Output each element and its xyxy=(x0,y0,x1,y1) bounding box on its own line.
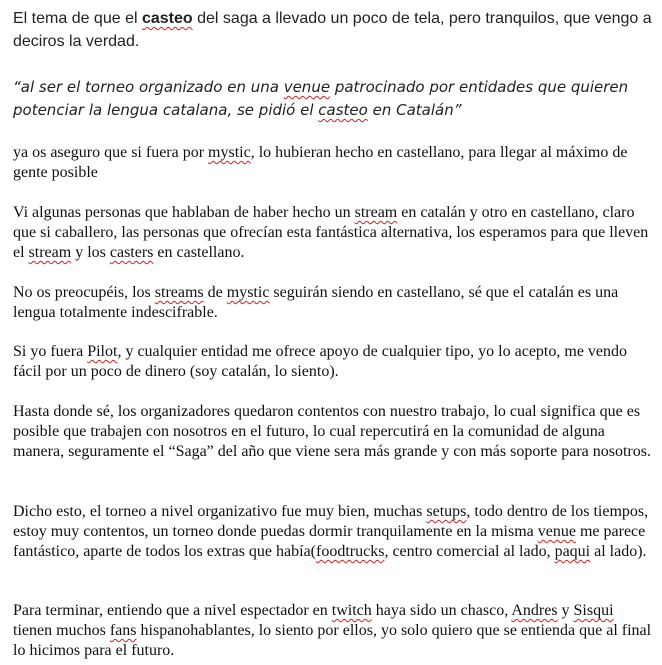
paragraph-text: ya os aseguro que si fuera por xyxy=(13,144,209,161)
intro-text: El tema de que el xyxy=(13,10,142,27)
paragraph-text: Hasta donde sé, los organizadores quedaron contentos con nuestro trabajo, lo cual significa que es posible que trabajen con nosotros en el futuro, lo cual repercutirá en la comunidad de alguna manera, seguramente el “Saga” del año que viene sera más grande y con más soporte para nosotros. xyxy=(13,403,651,460)
paragraph-text: tienen muchos xyxy=(13,622,110,639)
paragraph-text: Si yo fuera xyxy=(13,343,88,360)
flagged-word: venue xyxy=(283,78,331,96)
paragraph-text: al lado). xyxy=(590,543,647,560)
paragraph-text: haya sido un chasco, xyxy=(371,602,512,619)
flagged-word: Pilot xyxy=(87,343,118,360)
paragraph-text: , lo hubieran hecho en castellano, para llegar al máximo de gente posible xyxy=(13,144,628,181)
body-paragraph-2 xyxy=(13,203,653,263)
paragraph-text: hispanohablantes, lo siento por ellos, yo solo quiero que se entienda que al final lo hicimos para el futuro. xyxy=(13,622,652,659)
paragraph-text: , y cualquier entidad me ofrece apoyo de cualquier tipo, yo lo acepto, me vendo fácil por un poco de dinero (soy catalán, lo siento). xyxy=(13,343,628,380)
body-paragraph-3 xyxy=(13,283,653,323)
body-paragraph-1 xyxy=(13,143,653,183)
paragraph-text: me parece fantástico, aparte de todos los extras que había( xyxy=(13,523,646,560)
body-paragraph-6 xyxy=(13,502,653,562)
flagged-word: Andres xyxy=(511,602,558,619)
body-paragraph-5 xyxy=(13,402,653,462)
flagged-word: mystic xyxy=(226,284,270,301)
quote-text: en Catalán” xyxy=(367,101,462,119)
paragraph-text: seguirán siendo en castellano, sé que el catalán es una lengua totalmente indescifrable. xyxy=(13,284,619,321)
flagged-word: stream xyxy=(28,244,72,261)
flagged-word: casters xyxy=(109,244,154,261)
flagged-word: mystic xyxy=(208,144,251,161)
paragraph-text: Para terminar, entiendo que a nivel espectador en xyxy=(13,602,332,619)
body-paragraph-7 xyxy=(13,601,653,661)
bold-keyword: casteo xyxy=(141,10,193,27)
flagged-word: streams xyxy=(154,284,204,301)
paragraph-text: No os preocupéis, los xyxy=(13,284,155,301)
flagged-word: setups xyxy=(426,503,467,520)
flagged-word: twitch xyxy=(331,602,372,619)
paragraph-text: y xyxy=(557,602,574,619)
flagged-word: fans xyxy=(109,622,137,639)
paragraph-text: en catalán y otro en castellano, claro que si caballero, las personas que ofrecían esta fantástica alternativa, los esperamos para que lleven el xyxy=(13,204,649,261)
paragraph-text: Vi algunas personas que hablaban de haber hecho un xyxy=(13,204,355,221)
flagged-word: stream xyxy=(354,204,398,221)
paragraph-text: en castellano. xyxy=(153,244,245,261)
flagged-word: venue xyxy=(537,523,576,540)
quote-text: “al ser el torneo organizado en una xyxy=(13,78,284,96)
paragraph-text: de xyxy=(203,284,227,301)
quote-text: patrocinado por entidades que quieren potenciar la lengua catalana, se pidió el xyxy=(13,78,629,119)
quote-paragraph xyxy=(13,76,653,122)
intro-paragraph xyxy=(13,7,653,53)
paragraph-text: y los xyxy=(71,244,110,261)
flagged-word: paqui xyxy=(554,543,591,560)
intro-text: del saga a llevado un poco de tela, pero tranquilos, que vengo a deciros la verdad. xyxy=(13,10,652,50)
flagged-word: foodtrucks xyxy=(316,543,385,560)
flagged-word: Sisqui xyxy=(573,602,614,619)
flagged-word: casteo xyxy=(318,101,368,119)
body-paragraph-4 xyxy=(13,342,653,382)
paragraph-text: , todo dentro de los tiempos, estoy muy contentos, un torneo donde puedas dormir tranquilamente en la misma xyxy=(13,503,649,540)
paragraph-text: Dicho esto, el torneo a nivel organizativo fue muy bien, muchas xyxy=(13,503,427,520)
paragraph-text: , centro comercial al lado, xyxy=(384,543,555,560)
